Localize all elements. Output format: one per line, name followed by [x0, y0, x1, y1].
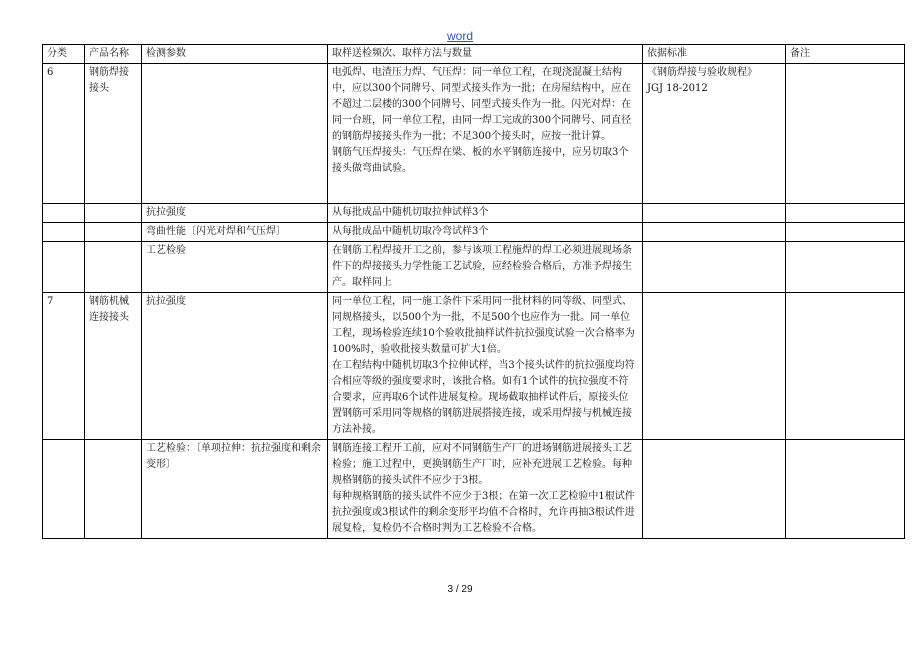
standard-title: 《钢筋焊接与验收规程》	[647, 67, 757, 78]
cell-standard	[643, 293, 786, 440]
cell-remarks	[786, 64, 905, 204]
cell-remarks	[786, 293, 905, 440]
cell-remarks	[786, 223, 905, 242]
cell-category	[43, 204, 85, 223]
page-number: 3 / 29	[447, 584, 473, 595]
sampling-paragraph: 钢筋气压焊接头：气压焊在梁、板的水平钢筋连接中，应另切取3个接头做弯曲试验。	[332, 147, 629, 174]
sampling-paragraph: 从每批成品中随机切取冷弯试样3个	[332, 226, 489, 237]
col-header-product: 产品名称	[85, 45, 142, 64]
cell-parameter: 工艺检验	[142, 242, 328, 293]
cell-category: 6	[43, 64, 85, 204]
cell-sampling	[328, 204, 643, 223]
cell-standard	[643, 242, 786, 293]
table-row	[43, 204, 905, 223]
cell-parameter: 抗拉强度	[142, 293, 328, 440]
cell-category	[43, 223, 85, 242]
cell-product	[85, 440, 142, 539]
cell-category	[43, 440, 85, 539]
sampling-paragraph: 每种规格钢筋的接头试件不应少于3根；在第一次工艺检验中1根试件抗拉强度或3根试件的剩余变形平均值不合格时，允许再抽3根试件进展复检，复检仍不合格时判为工艺检验不合格。	[332, 491, 635, 534]
col-header-sampling: 取样送检频次、取样方法与数量	[328, 45, 643, 64]
sampling-paragraph: 在工程结构中随机切取3个拉伸试样，当3个接头试件的抗拉强度均符合相应等级的强度要求时，该批合格。如有1个试件的抗拉强度不符合要求，应再取6个试件进展复检。现场截取抽样试件后，原接头位置钢筋可采用同等规格的钢筋进展搭接连接，或采用焊接与机械连接方法补接。	[332, 360, 635, 435]
cell-remarks	[786, 204, 905, 223]
sampling-paragraph: 在钢筋工程焊接开工之前，参与该项工程施焊的焊工必须进展现场条件下的焊接接头力学性能工艺试验，应经检验合格后，方准予焊接生产。取样同上	[332, 245, 632, 288]
cell-sampling	[328, 293, 643, 440]
sampling-paragraph: 从每批成品中随机切取拉伸试样3个	[332, 207, 489, 218]
sampling-paragraph: 电弧焊、电渣压力焊、气压焊：同一单位工程，在现浇混凝土结构中，应以300个同牌号、同型式接头作为一批；在房屋结构中，应在不超过二层楼的300个同牌号、同型式接头作为一批。闪光对焊：在同一台班，同一单位工程，由同一焊工完成的300个同牌号、同直径的钢筋焊接接头作为一批；不足300个接头时，应按一批计算。	[332, 67, 632, 142]
cell-product: 钢筋机械连接接头	[85, 293, 142, 440]
cell-product	[85, 223, 142, 242]
standard-code: JGJ 18-2012	[647, 83, 708, 94]
cell-sampling	[328, 242, 643, 293]
header-word-link[interactable]: word	[446, 29, 473, 43]
cell-sampling	[328, 64, 643, 204]
table-row	[43, 64, 905, 204]
col-header-category: 分类	[43, 45, 85, 64]
table-row	[43, 293, 905, 440]
col-header-remarks: 备注	[786, 45, 905, 64]
cell-standard	[643, 223, 786, 242]
table-row	[43, 242, 905, 293]
table-header-row	[43, 45, 905, 64]
cell-category: 7	[43, 293, 85, 440]
cell-product	[85, 242, 142, 293]
sampling-paragraph: 钢筋连接工程开工前，应对不同钢筋生产厂的进场钢筋进展接头工艺检验；施工过程中，更换钢筋生产厂时，应补充进展工艺检验。每种规格钢筋的接头试件不应少于3根。	[332, 443, 632, 486]
cell-parameter: 弯曲性能〔闪光对焊和气压焊〕	[142, 223, 328, 242]
cell-standard	[643, 440, 786, 539]
col-header-standard: 依据标准	[643, 45, 786, 64]
cell-remarks	[786, 440, 905, 539]
col-header-parameter: 检测参数	[142, 45, 328, 64]
cell-standard	[643, 204, 786, 223]
cell-remarks	[786, 242, 905, 293]
table-row	[43, 223, 905, 242]
sampling-paragraph: 同一单位工程，同一施工条件下采用同一批材料的同等级、同型式、同规格接头，以500个为一批，不足500个也应作为一批。同一单位工程，现场检验连续10个验收批抽样试件抗拉强度试验一次合格率为100%时，验收批接头数量可扩大1倍。	[332, 296, 635, 355]
cell-parameter	[142, 64, 328, 204]
cell-sampling	[328, 223, 643, 242]
cell-parameter: 工艺检验：〔单项拉伸：抗拉强度和剩余变形〕	[142, 440, 328, 539]
cell-standard	[643, 64, 786, 204]
cell-product	[85, 204, 142, 223]
inspection-table	[42, 44, 905, 539]
cell-category	[43, 242, 85, 293]
cell-sampling	[328, 440, 643, 539]
cell-product: 钢筋焊接接头	[85, 64, 142, 204]
table-row	[43, 440, 905, 539]
cell-parameter: 抗拉强度	[142, 204, 328, 223]
